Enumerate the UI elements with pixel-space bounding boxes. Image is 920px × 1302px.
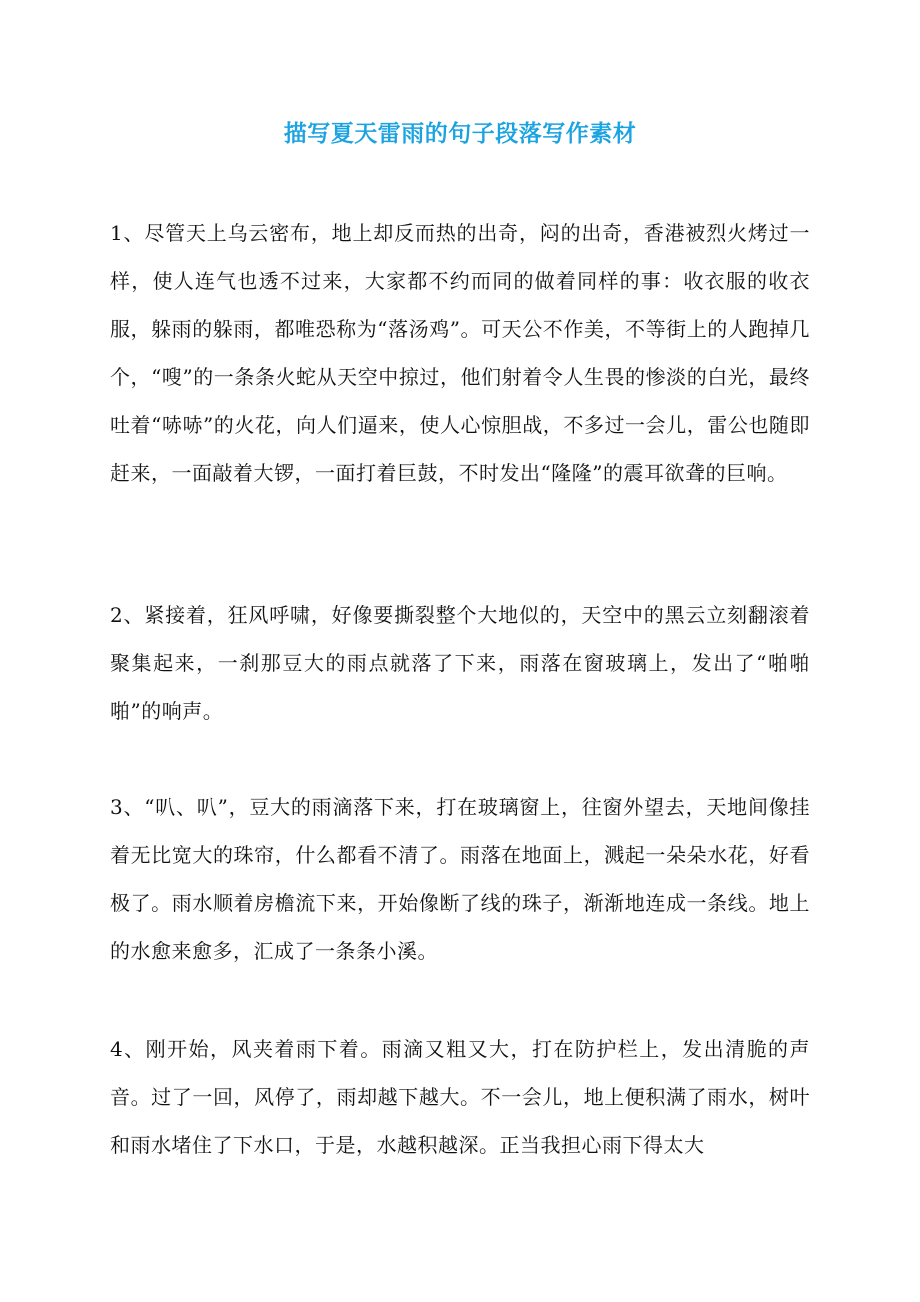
document-title: 描写夏天雷雨的句子段落写作素材: [283, 121, 637, 147]
paragraph-3: 3、“叭、叭”，豆大的雨滴落下来，打在玻璃窗上，往窗外望去，天地间像挂着无比宽大的珠帘，什么都看不清了。雨落在地面上，溅起一朵朵水花，好看极了。雨水顺着房檐流下来，开始像断了线的珠子，渐渐地连成一条线。地上的水愈来愈多，汇成了一条条小溪。: [110, 795, 810, 963]
paragraph-2: 2、紧接着，狂风呼啸，好像要撕裂整个大地似的，天空中的黑云立刻翻滚着聚集起来，一刹那豆大的雨点就落了下来，雨落在窗玻璃上，发出了“啪啪啪”的响声。: [110, 603, 810, 723]
paragraph-4: 4、刚开始，风夹着雨下着。雨滴又粗又大，打在防护栏上，发出清脆的声音。过了一回，风停了，雨却越下越大。不一会儿，地上便积满了雨水，树叶和雨水堵住了下水口，于是，水越积越深。正当我担心雨下得太大: [110, 1037, 810, 1157]
paragraph-1: 1、尽管天上乌云密布，地上却反而热的出奇，闷的出奇，香港被烈火烤过一样，使人连气也透不过来，大家都不约而同的做着同样的事：收衣服的收衣服，躲雨的躲雨，都唯恐称为“落汤鸡”。可天公不作美，不等街上的人跑掉几个，“嗖”的一条条火蛇从天空中掠过，他们射着令人生畏的惨淡的白光，最终吐着“哧哧”的火花，向人们逼来，使人心惊胆战，不多过一会儿，雷公也随即赶来，一面敲着大锣，一面打着巨鼓，不时发出“隆隆”的震耳欲聋的巨响。: [110, 221, 810, 485]
